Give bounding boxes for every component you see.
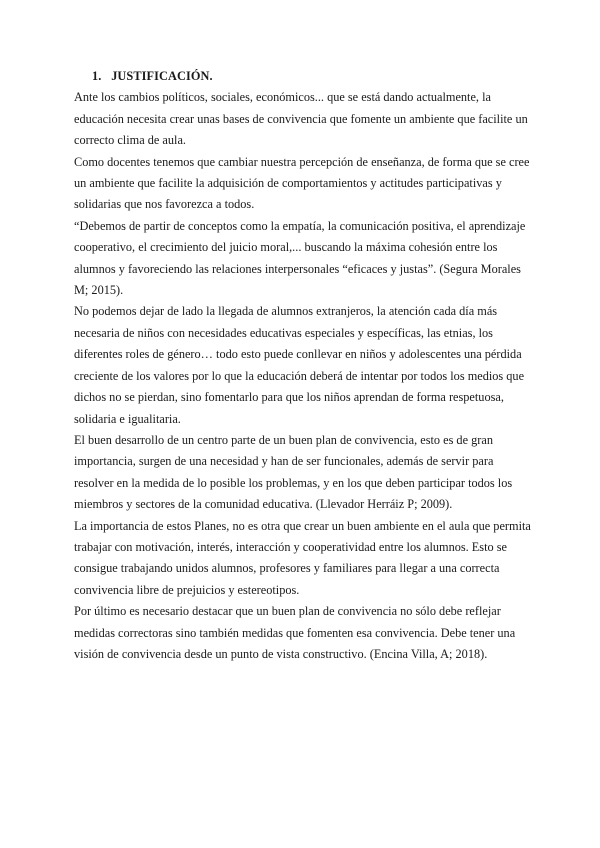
section-heading [92, 66, 536, 87]
paragraph-2: Como docentes tenemos que cambiar nuestra percepción de enseñanza, de forma que se cree un ambiente que facilite la adquisición de comportamientos y actitudes participativas y solidarias que nos favorezca a todos. [74, 154, 530, 212]
paragraph-4: No podemos dejar de lado la llegada de alumnos extranjeros, la atención cada día más necesaria de niños con necesidades educativas especiales y específicas, las etnias, los diferentes roles de género… todo esto puede conllevar en niños y adolescentes una pérdida creciente de los valores por lo que la educación deberá de intentar por todos los medios que dichos no se pierdan, sino fomentarlo para que los niños aprendan de forma respetuosa, solidaria e igualitaria. [74, 304, 525, 426]
document-body [74, 66, 536, 665]
paragraph-1: Ante los cambios políticos, sociales, económicos... que se está dando actualmente, la educación necesita crear unas bases de convivencia que fomente un ambiente que facilite un correcto clima de aula. [74, 90, 528, 148]
section-title: JUSTIFICACIÓN. [111, 69, 213, 83]
paragraph-5: El buen desarrollo de un centro parte de un buen plan de convivencia, esto es de gran importancia, surgen de una necesidad y han de ser funcionales, además de servir para resolver en la medida de lo posible los problemas, y en los que deben participar todos los miembros y sectores de la comunidad educativa. (Llevador Herráiz P; 2009). [74, 432, 513, 512]
paragraph-3: “Debemos de partir de conceptos como la empatía, la comunicación positiva, el aprendizaje cooperativo, el crecimiento del juicio moral,... buscando la máxima cohesión entre los alumnos y favoreciendo las relaciones interpersonales “eficaces y justas”. (Segura Morales M; 2015). [74, 218, 526, 298]
paragraph-7: Por último es necesario destacar que un buen plan de convivencia no sólo debe reflejar medidas correctoras sino también medidas que fomenten esa convivencia. Debe tener una visión de convivencia desde un punto de vista constructivo. (Encina Villa, A; 2018). [74, 604, 516, 661]
section-number: 1. [92, 69, 102, 83]
paragraph-6: La importancia de estos Planes, no es otra que crear un buen ambiente en el aula que permita trabajar con motivación, interés, interacción y cooperatividad entre los alumnos. Esto se consigue trabajando unidos alumnos, profesores y familiares para llegar a una correcta convivencia libre de prejuicios y estereotipos. [74, 518, 531, 597]
